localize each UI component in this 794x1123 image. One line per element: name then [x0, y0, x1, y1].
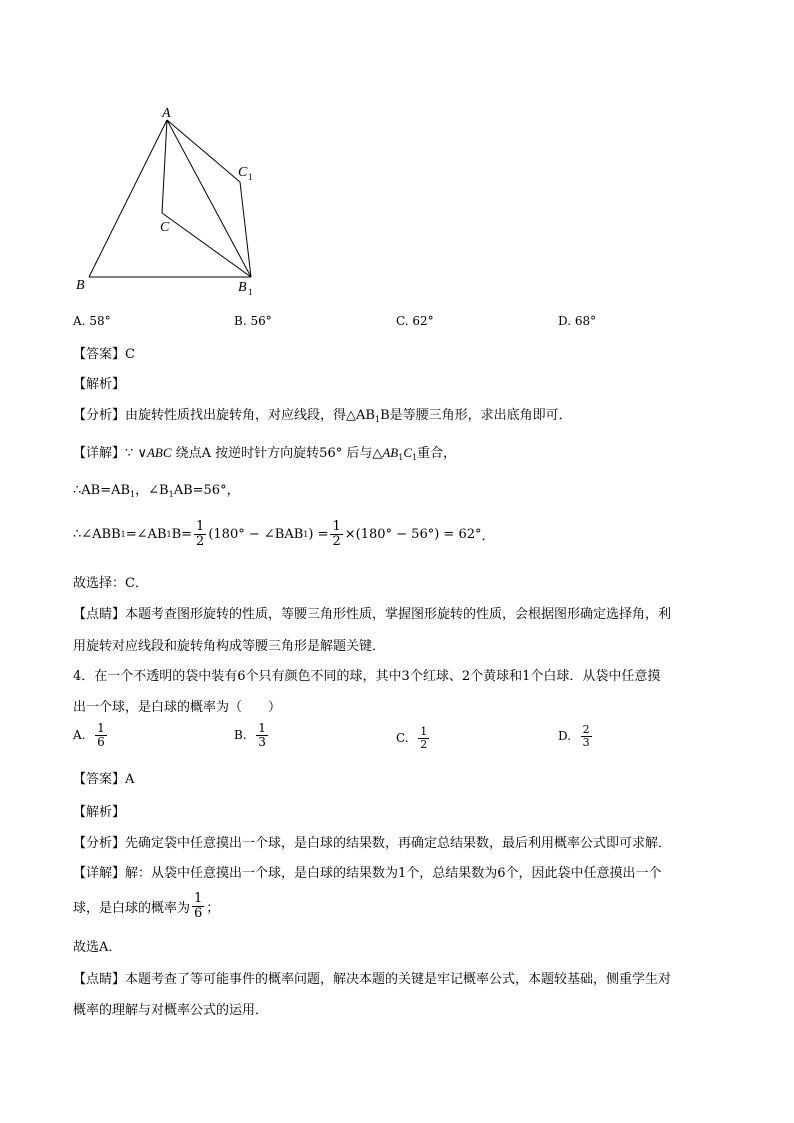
- since-symbol: ∵: [125, 446, 134, 461]
- label-C1: C: [238, 165, 248, 180]
- denominator: 3: [258, 734, 266, 749]
- sub-1: 1: [398, 453, 404, 462]
- label-C1-sub: 1: [248, 172, 253, 182]
- segment-CB1: [162, 213, 251, 277]
- q3-analysis-heading: [73, 373, 125, 392]
- fenxi-tag: 【分析】: [73, 836, 126, 851]
- q4-dianjing: [73, 968, 671, 987]
- dianjing-tag: 【点睛】: [73, 972, 126, 987]
- denominator: 3: [582, 735, 590, 749]
- denominator: 2: [332, 533, 341, 549]
- q4-option-d: [558, 724, 594, 748]
- rotation-figure: [70, 100, 270, 300]
- option-text: 68°: [574, 314, 597, 328]
- answer-tag: 【答案】: [73, 772, 126, 787]
- xiangjie-tag: 【详解】: [73, 866, 126, 881]
- line3-d: (180° − ∠BAB: [208, 526, 304, 542]
- answer-tag: 【答案】: [73, 347, 126, 362]
- xiangjie-tag: 【详解】: [73, 446, 126, 461]
- numerator: 1: [332, 518, 341, 534]
- q4-stem-line2: 出一个球，是白球的概率为（ ）: [73, 700, 282, 715]
- q3-option-c: [396, 314, 434, 328]
- option-letter: A.: [73, 728, 86, 743]
- segment-AB: [89, 120, 167, 277]
- numerator: 2: [582, 723, 590, 736]
- numerator: 1: [196, 518, 205, 534]
- q3-choose: 故选择：C．: [73, 576, 148, 591]
- line2-text-b: ，∠B: [135, 483, 169, 498]
- q3-option-b: [234, 314, 272, 328]
- fenxi-text: 由旋转性质找出旋转角，对应线段，得△AB: [125, 408, 375, 423]
- q4-option-b: [234, 722, 270, 748]
- q4-option-c: [396, 726, 431, 750]
- fraction-half: [194, 520, 206, 548]
- q3-line-3: [73, 514, 495, 554]
- option-letter: D.: [558, 729, 572, 744]
- xiangjie-line1: 解：从袋中任意摸出一个球，是白球的结果数为1个，总结果数为6个，因此袋中任意摸出一个: [125, 866, 662, 881]
- segment-C1B1: [240, 182, 251, 277]
- option-letter: C.: [396, 314, 409, 328]
- line3-g: ．: [481, 528, 495, 544]
- fenxi-sub: 1: [374, 415, 381, 424]
- q4-analysis-heading: [73, 801, 125, 820]
- option-fraction: [581, 724, 592, 748]
- triangle-ab1c1: △AB: [372, 445, 399, 460]
- segment-AC: [162, 120, 167, 213]
- sub-1: 1: [120, 529, 126, 539]
- numerator: 1: [194, 890, 203, 906]
- q3-fenxi: [73, 404, 572, 424]
- dianjing-line1: 本题考查了等可能事件的概率问题，解决本题的关键是牢记概率公式，本题较基础，侧重学生对: [125, 972, 672, 987]
- line2-text-c: AB=56°，: [173, 483, 240, 498]
- q4-option-a: [73, 722, 109, 748]
- sub-1: 1: [130, 490, 136, 499]
- fraction-half-2: [330, 520, 342, 548]
- triangle-abc: ∨ABC: [137, 445, 172, 460]
- q3-option-d: [558, 314, 596, 328]
- numerator: 1: [258, 721, 266, 735]
- label-A: A: [162, 106, 171, 121]
- q3-option-a: [73, 314, 111, 328]
- label-C: C: [160, 220, 170, 235]
- sub-1: 1: [412, 453, 418, 462]
- segment-AB1: [167, 120, 251, 277]
- q3-answer: [73, 343, 135, 362]
- sub-1: 1: [166, 529, 172, 539]
- q3-dianjing-2: 用旋转对应线段和旋转角构成等腰三角形是解题关键．: [73, 639, 386, 654]
- q4-stem-line1: 4．在一个不透明的袋中装有6个只有颜色不同的球，其中3个红球、2个黄球和1个白球．从袋中任意摸: [73, 669, 661, 684]
- label-B1: B: [238, 280, 247, 295]
- xiangjie-line2: 球，是白球的概率为: [73, 900, 191, 916]
- option-letter: B.: [234, 314, 247, 328]
- q4-xiangjie: [73, 862, 662, 881]
- xiangjie-text: 绕点A 按逆时针方向旋转56° 后与: [175, 446, 373, 461]
- fenxi-text: 先确定袋中任意摸出一个球，是白球的结果数，再确定总结果数，最后利用概率公式即可求解．: [125, 836, 672, 851]
- analysis-tag: 【解析】: [73, 377, 126, 392]
- fraction-one-sixth: [192, 892, 204, 920]
- q4-fenxi: [73, 832, 671, 851]
- option-text: 62°: [412, 314, 434, 328]
- dianjing-line1: 本题考查图形旋转的性质，等腰三角形性质，掌握图形旋转的性质，会根据图形确定选择角，利: [125, 607, 672, 622]
- sub-1: 1: [303, 529, 309, 539]
- fenxi-tag: 【分析】: [73, 408, 126, 423]
- option-fraction: [256, 722, 268, 748]
- option-letter: A.: [73, 314, 86, 328]
- fenxi-text2: B是等腰三角形，求出底角即可．: [380, 408, 572, 423]
- denominator: 2: [420, 737, 428, 751]
- line2-text: ∴AB=AB: [73, 483, 131, 498]
- line3-a: ∴∠ABB: [73, 526, 121, 542]
- q3-xiangjie: [73, 442, 456, 462]
- q3-line-2: [73, 479, 240, 499]
- denominator: 6: [194, 905, 203, 921]
- option-letter: D.: [558, 314, 572, 328]
- dianjing-tag: 【点睛】: [73, 607, 126, 622]
- vertex-c: C: [403, 445, 413, 460]
- option-fraction: [95, 722, 107, 748]
- xiangjie-text3: 重合，: [417, 446, 457, 461]
- q4-answer: [73, 768, 134, 787]
- denominator: 2: [196, 533, 205, 549]
- analysis-tag: 【解析】: [73, 805, 126, 820]
- option-letter: B.: [234, 728, 247, 743]
- q4-choose: 故选A．: [73, 940, 122, 955]
- q4-dianjing-2: 概率的理解与对概率公式的运用．: [73, 1003, 269, 1018]
- option-text: 58°: [89, 314, 111, 328]
- answer-value: A: [125, 772, 135, 787]
- sub-1: 1: [168, 490, 174, 499]
- option-letter: C.: [396, 731, 409, 746]
- denominator: 6: [97, 734, 105, 749]
- line3-e: ) =: [308, 526, 329, 542]
- numerator: 1: [420, 725, 428, 738]
- q4-xiangjie-2: [73, 886, 219, 926]
- line3-b: =∠AB: [125, 526, 167, 542]
- label-B1-sub: 1: [248, 287, 253, 297]
- semicolon: ；: [206, 900, 220, 916]
- line3-f: ×(180° − 56°) = 62°: [344, 526, 482, 542]
- numerator: 1: [97, 721, 105, 735]
- answer-value: C: [125, 347, 135, 362]
- line3-c: B=: [171, 526, 193, 542]
- label-B: B: [76, 278, 85, 293]
- option-fraction: [418, 726, 429, 750]
- q3-dianjing: [73, 603, 671, 622]
- option-text: 56°: [250, 314, 272, 328]
- segment-AC1: [167, 120, 240, 182]
